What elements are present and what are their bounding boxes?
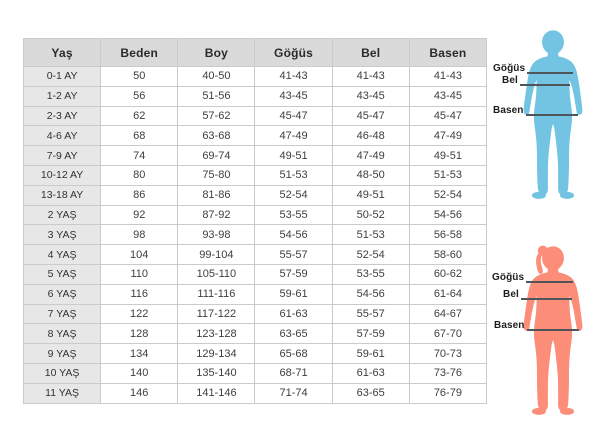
row-header-cell: 2-3 AY bbox=[24, 106, 101, 126]
table-cell: 49-51 bbox=[255, 146, 332, 166]
table-cell: 54-56 bbox=[332, 284, 409, 304]
table-cell: 51-53 bbox=[255, 165, 332, 185]
boy-chest-label: Göğüs bbox=[493, 63, 526, 74]
table-cell: 129-134 bbox=[178, 344, 255, 364]
table-cell: 46-48 bbox=[332, 126, 409, 146]
girl-waist-label: Bel bbox=[503, 289, 519, 300]
table-cell: 105-110 bbox=[178, 264, 255, 284]
table-cell: 47-49 bbox=[409, 126, 486, 146]
table-cell: 49-51 bbox=[332, 185, 409, 205]
row-header-cell: 8 YAŞ bbox=[24, 324, 101, 344]
table-cell: 50 bbox=[101, 67, 178, 87]
table-row bbox=[24, 185, 487, 205]
table-cell: 61-63 bbox=[255, 304, 332, 324]
table-cell: 57-59 bbox=[332, 324, 409, 344]
table-cell: 45-47 bbox=[332, 106, 409, 126]
girl-hip-measure bbox=[494, 320, 579, 332]
table-cell: 98 bbox=[101, 225, 178, 245]
table-cell: 50-52 bbox=[332, 205, 409, 225]
table-cell: 41-43 bbox=[332, 67, 409, 87]
table-cell: 63-65 bbox=[255, 324, 332, 344]
table-cell: 54-56 bbox=[255, 225, 332, 245]
table-row bbox=[24, 245, 487, 265]
table-cell: 58-60 bbox=[409, 245, 486, 265]
table-cell: 110 bbox=[101, 264, 178, 284]
table-cell: 141-146 bbox=[178, 383, 255, 403]
table-cell: 56 bbox=[101, 86, 178, 106]
row-header-cell: 1-2 AY bbox=[24, 86, 101, 106]
boy-waist-measure bbox=[502, 75, 570, 87]
table-row bbox=[24, 146, 487, 166]
table-cell: 62 bbox=[101, 106, 178, 126]
table-row bbox=[24, 165, 487, 185]
row-header-cell: 7 YAŞ bbox=[24, 304, 101, 324]
table-cell: 104 bbox=[101, 245, 178, 265]
table-cell: 55-57 bbox=[332, 304, 409, 324]
table-cell: 45-47 bbox=[409, 106, 486, 126]
table-cell: 67-70 bbox=[409, 324, 486, 344]
table-cell: 128 bbox=[101, 324, 178, 344]
row-header-cell: 10-12 AY bbox=[24, 165, 101, 185]
table-cell: 54-56 bbox=[409, 205, 486, 225]
table-row bbox=[24, 363, 487, 383]
boy-waist-line bbox=[520, 84, 570, 87]
row-header-cell: 4-6 AY bbox=[24, 126, 101, 146]
column-header-boy: Boy bbox=[178, 39, 255, 67]
boy-hip-label: Basen bbox=[493, 105, 524, 116]
table-cell: 45-47 bbox=[255, 106, 332, 126]
boy-hip-measure bbox=[493, 105, 578, 117]
column-header-yas: Yaş bbox=[24, 39, 101, 67]
table-cell: 60-62 bbox=[409, 264, 486, 284]
row-header-cell: 4 YAŞ bbox=[24, 245, 101, 265]
table-cell: 73-76 bbox=[409, 363, 486, 383]
girl-chest-line bbox=[526, 281, 573, 284]
table-cell: 51-53 bbox=[332, 225, 409, 245]
table-cell: 135-140 bbox=[178, 363, 255, 383]
table-cell: 69-74 bbox=[178, 146, 255, 166]
table-cell: 41-43 bbox=[255, 67, 332, 87]
table-cell: 52-54 bbox=[332, 245, 409, 265]
table-cell: 76-79 bbox=[409, 383, 486, 403]
girl-chest-label: Göğüs bbox=[492, 272, 525, 283]
boy-chest-line bbox=[527, 72, 573, 75]
column-header-beden: Beden bbox=[101, 39, 178, 67]
table-row bbox=[24, 225, 487, 245]
row-header-cell: 7-9 AY bbox=[24, 146, 101, 166]
table-cell: 52-54 bbox=[255, 185, 332, 205]
table-cell: 123-128 bbox=[178, 324, 255, 344]
girl-hip-line bbox=[527, 329, 579, 332]
table-cell: 81-86 bbox=[178, 185, 255, 205]
table-row bbox=[24, 86, 487, 106]
row-header-cell: 6 YAŞ bbox=[24, 284, 101, 304]
row-header-cell: 13-18 AY bbox=[24, 185, 101, 205]
table-cell: 43-45 bbox=[255, 86, 332, 106]
table-cell: 65-68 bbox=[255, 344, 332, 364]
row-header-cell: 11 YAŞ bbox=[24, 383, 101, 403]
row-header-cell: 10 YAŞ bbox=[24, 363, 101, 383]
table-row bbox=[24, 304, 487, 324]
table-cell: 59-61 bbox=[255, 284, 332, 304]
table-cell: 64-67 bbox=[409, 304, 486, 324]
table-row bbox=[24, 383, 487, 403]
table-cell: 134 bbox=[101, 344, 178, 364]
table-cell: 99-104 bbox=[178, 245, 255, 265]
column-header-gogus: Göğüs bbox=[255, 39, 332, 67]
table-cell: 55-57 bbox=[255, 245, 332, 265]
table-row bbox=[24, 324, 487, 344]
table-cell: 74 bbox=[101, 146, 178, 166]
table-cell: 111-116 bbox=[178, 284, 255, 304]
table-cell: 116 bbox=[101, 284, 178, 304]
table-cell: 61-64 bbox=[409, 284, 486, 304]
boy-hip-line bbox=[526, 114, 578, 117]
girl-hip-label: Basen bbox=[494, 320, 525, 331]
table-cell: 92 bbox=[101, 205, 178, 225]
girl-chest-measure bbox=[492, 272, 573, 284]
table-cell: 140 bbox=[101, 363, 178, 383]
table-cell: 68 bbox=[101, 126, 178, 146]
table-row bbox=[24, 284, 487, 304]
table-cell: 53-55 bbox=[255, 205, 332, 225]
table-row bbox=[24, 264, 487, 284]
girl-waist-line bbox=[521, 298, 572, 301]
table-cell: 49-51 bbox=[409, 146, 486, 166]
boy-chest-measure bbox=[493, 63, 573, 75]
table-cell: 51-56 bbox=[178, 86, 255, 106]
table-row bbox=[24, 106, 487, 126]
table-row bbox=[24, 126, 487, 146]
table-cell: 57-62 bbox=[178, 106, 255, 126]
table-cell: 43-45 bbox=[409, 86, 486, 106]
table-cell: 146 bbox=[101, 383, 178, 403]
table-row bbox=[24, 205, 487, 225]
row-header-cell: 2 YAŞ bbox=[24, 205, 101, 225]
table-cell: 57-59 bbox=[255, 264, 332, 284]
header-row bbox=[24, 39, 487, 67]
table-cell: 48-50 bbox=[332, 165, 409, 185]
row-header-cell: 5 YAŞ bbox=[24, 264, 101, 284]
girl-waist-measure bbox=[503, 289, 572, 301]
boy-waist-label: Bel bbox=[502, 75, 518, 86]
column-header-basen: Basen bbox=[409, 39, 486, 67]
table-cell: 122 bbox=[101, 304, 178, 324]
table-cell: 61-63 bbox=[332, 363, 409, 383]
row-header-cell: 9 YAŞ bbox=[24, 344, 101, 364]
column-header-bel: Bel bbox=[332, 39, 409, 67]
table-cell: 117-122 bbox=[178, 304, 255, 324]
row-header-cell: 3 YAŞ bbox=[24, 225, 101, 245]
table-cell: 70-73 bbox=[409, 344, 486, 364]
table-cell: 52-54 bbox=[409, 185, 486, 205]
table-cell: 43-45 bbox=[332, 86, 409, 106]
table-cell: 75-80 bbox=[178, 165, 255, 185]
table-cell: 68-71 bbox=[255, 363, 332, 383]
table-cell: 53-55 bbox=[332, 264, 409, 284]
table-cell: 93-98 bbox=[178, 225, 255, 245]
table-cell: 71-74 bbox=[255, 383, 332, 403]
table-cell: 56-58 bbox=[409, 225, 486, 245]
table-cell: 86 bbox=[101, 185, 178, 205]
table-cell: 59-61 bbox=[332, 344, 409, 364]
table-row bbox=[24, 344, 487, 364]
table-row bbox=[24, 67, 487, 87]
table-cell: 63-68 bbox=[178, 126, 255, 146]
table-cell: 41-43 bbox=[409, 67, 486, 87]
table-cell: 40-50 bbox=[178, 67, 255, 87]
table-cell: 47-49 bbox=[332, 146, 409, 166]
table-cell: 47-49 bbox=[255, 126, 332, 146]
row-header-cell: 0-1 AY bbox=[24, 67, 101, 87]
table-cell: 80 bbox=[101, 165, 178, 185]
table-cell: 51-53 bbox=[409, 165, 486, 185]
table-cell: 63-65 bbox=[332, 383, 409, 403]
size-table bbox=[23, 38, 487, 404]
table-cell: 87-92 bbox=[178, 205, 255, 225]
